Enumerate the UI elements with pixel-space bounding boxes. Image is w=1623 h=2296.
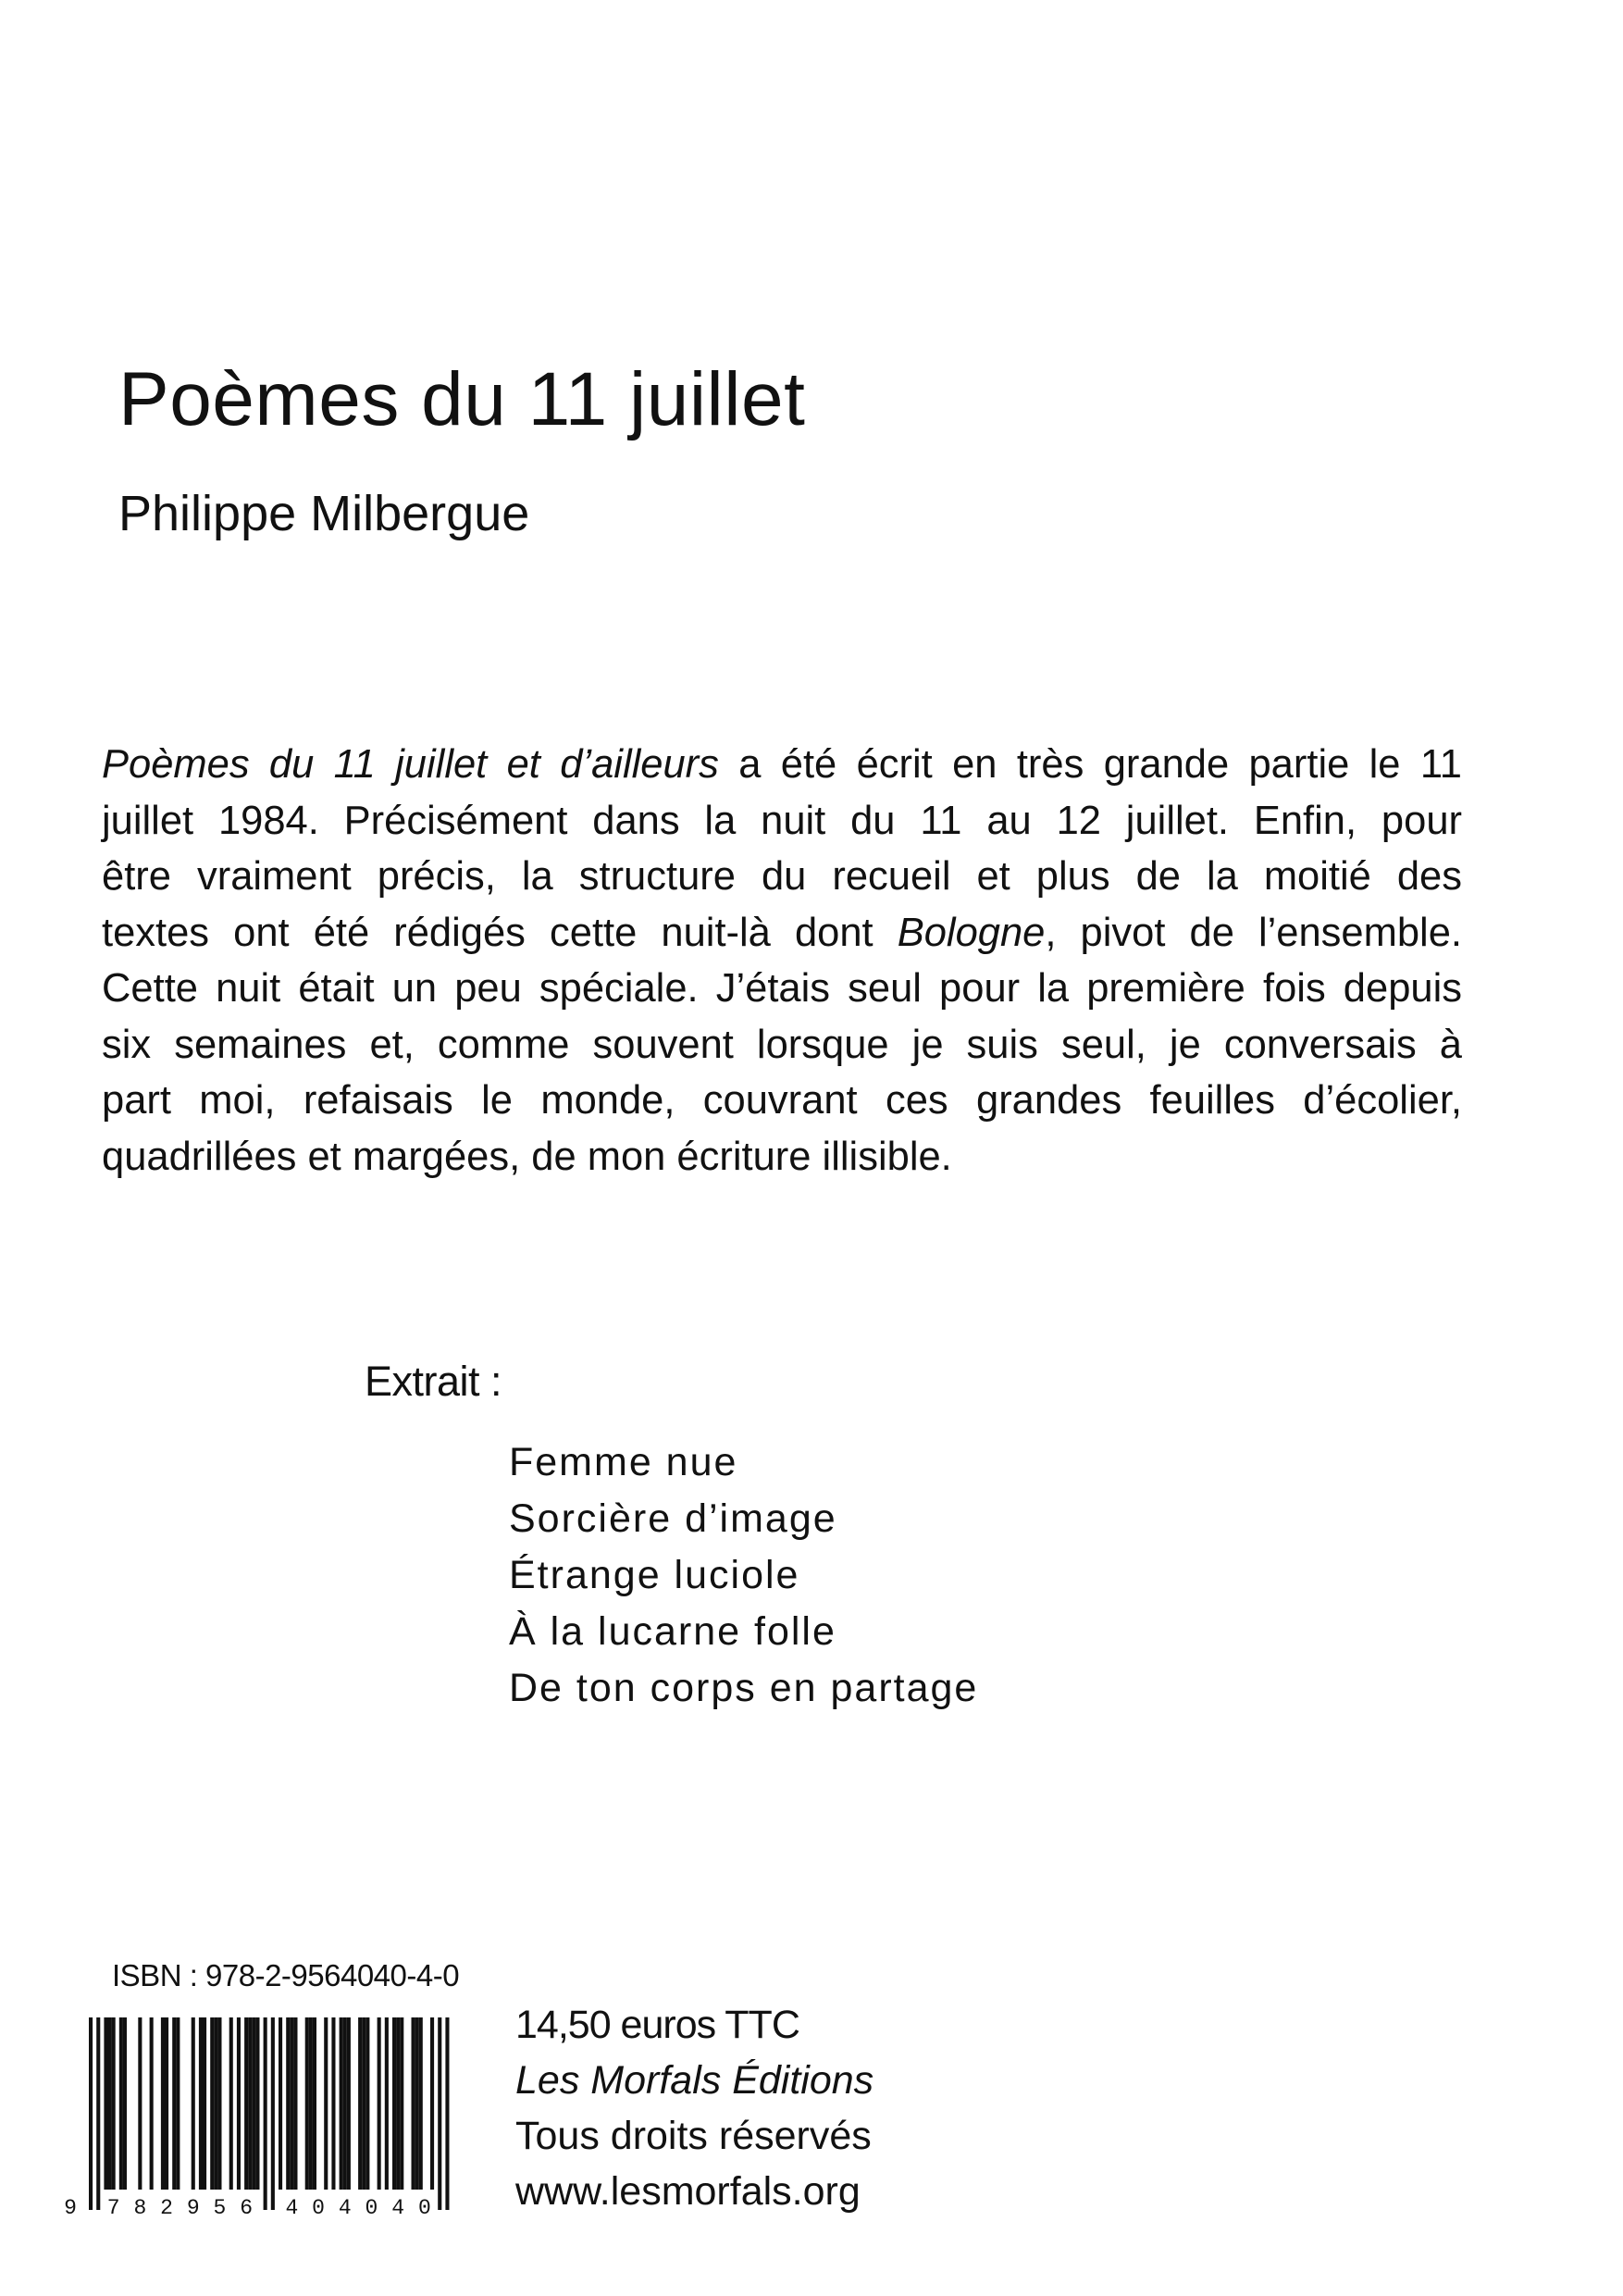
barcode-bar — [108, 2017, 112, 2190]
barcode-digit: 5 — [213, 2196, 227, 2219]
poem-extract — [509, 1434, 978, 1717]
poem-line: À la lucarne folle — [509, 1609, 836, 1654]
barcode-bar — [123, 2017, 127, 2190]
blurb-italic-title: Poèmes du 11 juillet et d’ailleurs — [102, 742, 719, 787]
barcode-bar — [279, 2017, 282, 2190]
barcode-bar — [286, 2017, 290, 2190]
barcode-digit: 2 — [160, 2196, 173, 2219]
barcode-bar — [264, 2017, 267, 2210]
barcode-bar — [89, 2017, 93, 2210]
book-title: Poèmes du 11 juillet — [118, 357, 806, 441]
barcode-bar — [203, 2017, 206, 2190]
barcode-bar — [161, 2017, 165, 2190]
barcode-digit: 0 — [312, 2196, 325, 2219]
barcode-digit: 8 — [133, 2196, 147, 2219]
barcode-bar — [365, 2017, 369, 2190]
barcode-bar — [214, 2017, 217, 2190]
isbn-barcode — [57, 2017, 494, 2219]
barcode-digit: 4 — [338, 2196, 352, 2219]
barcode-digit: 0 — [417, 2196, 431, 2219]
blurb-line: six semaines et, comme souvent lorsque je suis seul, je conversais à — [102, 1022, 1462, 1067]
barcode-bar — [419, 2017, 423, 2190]
back-cover-blurb — [102, 737, 1462, 1185]
barcode-digit: 0 — [365, 2196, 378, 2219]
barcode-bar — [112, 2017, 116, 2190]
barcode-bar — [237, 2017, 241, 2190]
barcode-bar — [358, 2017, 362, 2190]
blurb-text: a été écrit en très grande partie le 11 — [718, 742, 1462, 787]
barcode-bar — [438, 2017, 441, 2210]
barcode-bar — [293, 2017, 297, 2190]
poem-line: Étrange luciole — [509, 1553, 800, 1597]
barcode-bar — [385, 2017, 389, 2190]
barcode-bar — [415, 2017, 419, 2190]
barcode-bar — [396, 2017, 400, 2190]
barcode-bar — [445, 2017, 449, 2210]
poem-line: Sorcière d’image — [509, 1496, 837, 1541]
barcode-bar — [244, 2017, 248, 2190]
extract-label: Extrait : — [365, 1358, 502, 1405]
publication-info — [515, 1997, 873, 2219]
barcode-bar — [119, 2017, 123, 2190]
blurb-line: part moi, refaisais le monde, couvrant ces grandes feuilles d’écolier, — [102, 1078, 1462, 1123]
barcode-bar — [392, 2017, 396, 2190]
barcode-bar — [199, 2017, 203, 2190]
barcode-bar — [324, 2017, 328, 2190]
barcode-digit: 6 — [240, 2196, 254, 2219]
blurb-line: quadrillées et margées, de mon écriture illisible. — [102, 1134, 952, 1179]
blurb-text: , pivot de l’ensemble. — [1045, 910, 1462, 955]
barcode-bar — [305, 2017, 309, 2190]
barcode-bar — [412, 2017, 415, 2190]
price: 14,50 euros TTC — [515, 2003, 799, 2047]
publisher-name: Les Morfals Éditions — [515, 2058, 874, 2103]
barcode-bar — [313, 2017, 316, 2190]
barcode-bar — [378, 2017, 381, 2190]
barcode-bar — [210, 2017, 214, 2190]
blurb-line — [102, 737, 1462, 793]
barcode-bar — [138, 2017, 142, 2190]
barcode-digit: 9 — [186, 2196, 200, 2219]
barcode-bar — [192, 2017, 195, 2190]
isbn-number: ISBN : 978-2-9564040-4-0 — [112, 1958, 460, 1992]
barcode-bar — [340, 2017, 343, 2190]
barcode-digit: 7 — [106, 2196, 120, 2219]
barcode-bar — [176, 2017, 180, 2190]
book-author: Philippe Milbergue — [118, 486, 530, 541]
blurb-text: textes ont été rédigés cette nuit-là dont — [102, 910, 898, 955]
barcode-bar — [104, 2017, 107, 2190]
barcode-bar — [255, 2017, 259, 2190]
barcode-digit: 4 — [391, 2196, 405, 2219]
barcode-bar — [217, 2017, 221, 2190]
poem-line: De ton corps en partage — [509, 1666, 979, 1710]
poem-line: Femme nue — [509, 1440, 738, 1484]
barcode-bar — [150, 2017, 154, 2190]
blurb-line: juillet 1984. Précisément dans la nuit du 11 au 12 juillet. Enfin, pour — [102, 798, 1462, 843]
barcode-bar — [252, 2017, 255, 2190]
blurb-line: Cette nuit était un peu spéciale. J’étais seul pour la première fois depuis — [102, 966, 1462, 1011]
barcode-bar — [309, 2017, 313, 2190]
barcode-bar — [400, 2017, 403, 2190]
barcode-bar — [347, 2017, 351, 2190]
barcode-bar — [331, 2017, 335, 2190]
barcode-bar — [165, 2017, 168, 2190]
publisher-website: www.lesmorfals.org — [515, 2169, 861, 2214]
barcode-bar — [362, 2017, 365, 2190]
rights-notice: Tous droits réservés — [515, 2114, 872, 2158]
barcode-bar — [271, 2017, 275, 2210]
blurb-italic-poem: Bologne — [897, 910, 1046, 955]
barcode-bar — [248, 2017, 252, 2190]
barcode-bar — [96, 2017, 100, 2210]
barcode-bar — [430, 2017, 434, 2190]
barcode-bar — [290, 2017, 293, 2190]
blurb-line: être vraiment précis, la structure du recueil et plus de la moitié des — [102, 854, 1462, 899]
barcode-bar — [172, 2017, 176, 2190]
barcode-digit: 4 — [285, 2196, 299, 2219]
barcode-bar — [229, 2017, 233, 2190]
blurb-line — [102, 905, 1462, 962]
barcode-digit: 9 — [64, 2196, 77, 2219]
barcode-bar — [343, 2017, 347, 2190]
